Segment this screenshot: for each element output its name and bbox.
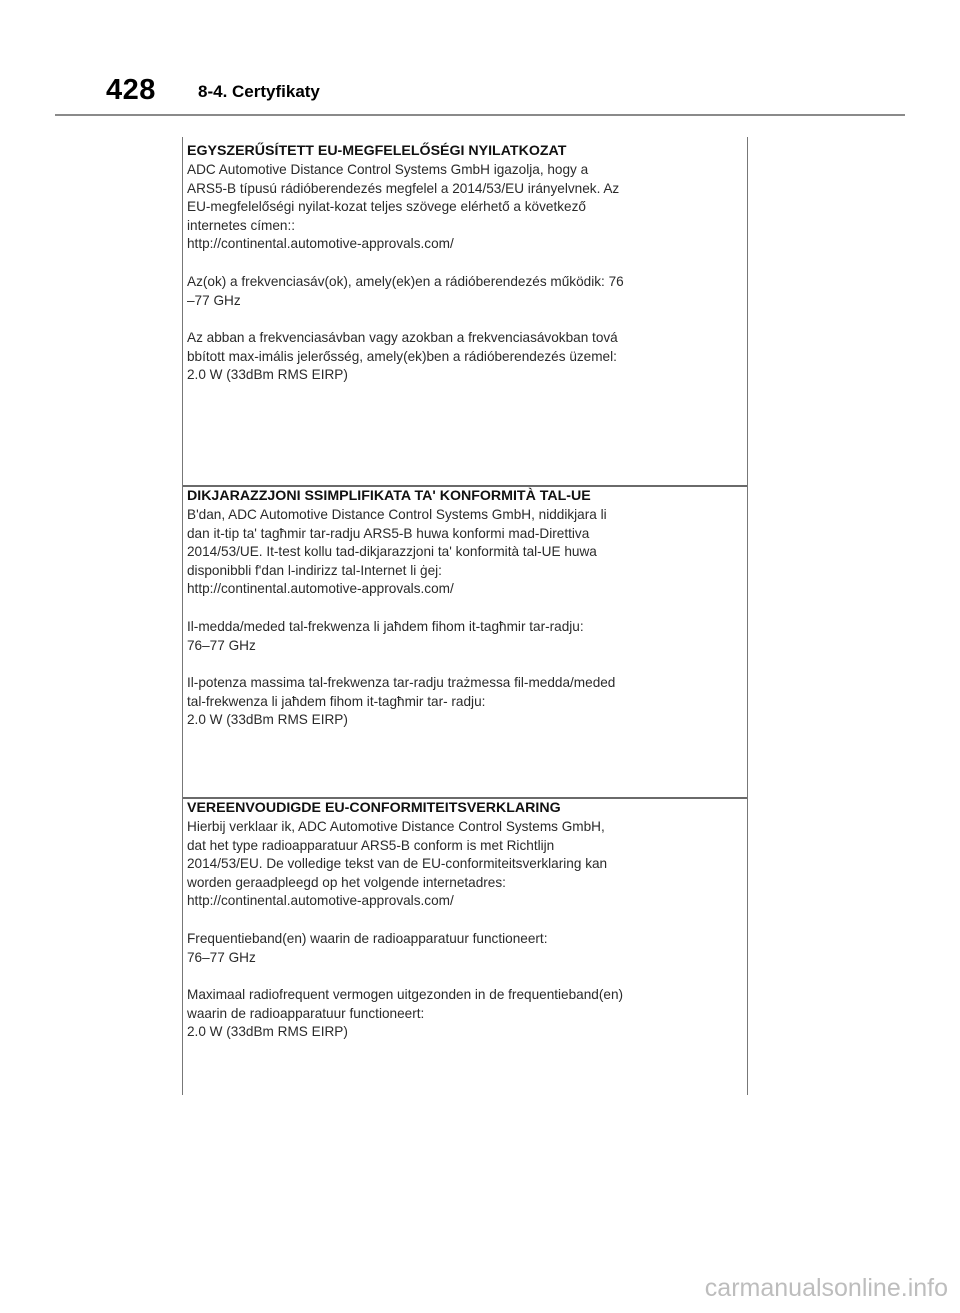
declaration-frame bbox=[182, 137, 748, 1095]
declaration-line: dan it-tip ta' tagħmir tar-radju ARS5-B huwa konformi mad-Direttiva bbox=[187, 525, 590, 541]
declaration-line: dat het type radioapparatuur ARS5-B conform is met Richtlijn bbox=[187, 837, 555, 853]
frequency-value: 76–77 GHz bbox=[187, 637, 256, 653]
frequency-line: Frequentieband(en) waarin de radioapparatuur functioneert: bbox=[187, 930, 548, 946]
power-value: 2.0 W (33dBm RMS EIRP) bbox=[187, 367, 348, 383]
declaration-url: http://continental.automotive-approvals.com/ bbox=[187, 893, 454, 909]
frequency-value: –77 GHz bbox=[187, 292, 241, 308]
power-line: Az abban a frekvenciasávban vagy azokban a frekvenciasávokban tová bbox=[187, 330, 618, 346]
header-divider bbox=[55, 114, 905, 116]
declaration-line: ADC Automotive Distance Control Systems GmbH igazolja, hogy a bbox=[187, 162, 589, 177]
power-line: waarin de radioapparatuur functioneert: bbox=[187, 1005, 425, 1021]
declaration-url: http://continental.automotive-approvals.com/ bbox=[187, 236, 454, 252]
declaration-title: DIKJARAZZJONI SSIMPLIFIKATA TA' KONFORMITÀ TAL-UE bbox=[187, 488, 591, 504]
power-line: bbított max-imális jelerősség, amely(ek)ben a rádióberendezés üzemel: bbox=[187, 348, 617, 364]
power-line: tal-frekwenza li jaħdem fihom it-tagħmir tar- radju: bbox=[187, 693, 486, 709]
declaration-line: 2014/53/UE. It-test kollu tad-dikjarazzjoni ta' konformità tal-UE huwa bbox=[187, 544, 597, 560]
declaration-line: Hierbij verklaar ik, ADC Automotive Distance Control Systems GmbH, bbox=[187, 819, 605, 834]
declaration-title: VEREENVOUDIGDE EU-CONFORMITEITSVERKLARING bbox=[187, 800, 561, 816]
declaration-dutch bbox=[183, 797, 747, 1095]
declaration-title: EGYSZERŰSÍTETT EU-MEGFELELŐSÉGI NYILATKOZAT bbox=[187, 143, 567, 159]
declaration-line: B'dan, ADC Automotive Distance Control Systems GmbH, niddikjara li bbox=[187, 507, 607, 522]
declaration-line: ARS5-B típusú rádióberendezés megfelel a 2014/53/EU irányelvnek. Az bbox=[187, 180, 620, 196]
power-value: 2.0 W (33dBm RMS EIRP) bbox=[187, 712, 348, 728]
frequency-line: Az(ok) a frekvenciasáv(ok), amely(ek)en a rádióberendezés működik: 76 bbox=[187, 273, 624, 289]
page-number: 428 bbox=[106, 74, 156, 106]
declaration-line: internetes címen:: bbox=[187, 217, 296, 233]
declaration-url: http://continental.automotive-approvals.com/ bbox=[187, 581, 454, 597]
declaration-line: 2014/53/EU. De volledige tekst van de EU-conformiteitsverklaring kan bbox=[187, 856, 608, 872]
watermark-text: carmanualsonline.info bbox=[704, 1274, 948, 1302]
power-line: Maximaal radiofrequent vermogen uitgezonden in de frequentieband(en) bbox=[187, 987, 624, 1003]
declaration-line: disponibbli f'dan l-indirizz tal-Internet li ġej: bbox=[187, 562, 442, 578]
declaration-hungarian bbox=[183, 142, 747, 485]
declaration-line: EU-megfelelőségi nyilat-kozat teljes szövege elérhető a következő bbox=[187, 199, 586, 215]
section-title: 8-4. Certyfikaty bbox=[198, 82, 320, 101]
frequency-line: Il-medda/meded tal-frekwenza li jaħdem fihom it-tagħmir tar-radju: bbox=[187, 618, 584, 634]
power-value: 2.0 W (33dBm RMS EIRP) bbox=[187, 1024, 348, 1040]
declaration-line: worden geraadpleegd op het volgende internetadres: bbox=[187, 874, 506, 890]
page-header bbox=[0, 0, 960, 120]
frequency-value: 76–77 GHz bbox=[187, 949, 256, 965]
power-line: Il-potenza massima tal-frekwenza tar-radju trażmessa fil-medda/meded bbox=[187, 675, 616, 691]
declaration-maltese bbox=[183, 485, 747, 797]
